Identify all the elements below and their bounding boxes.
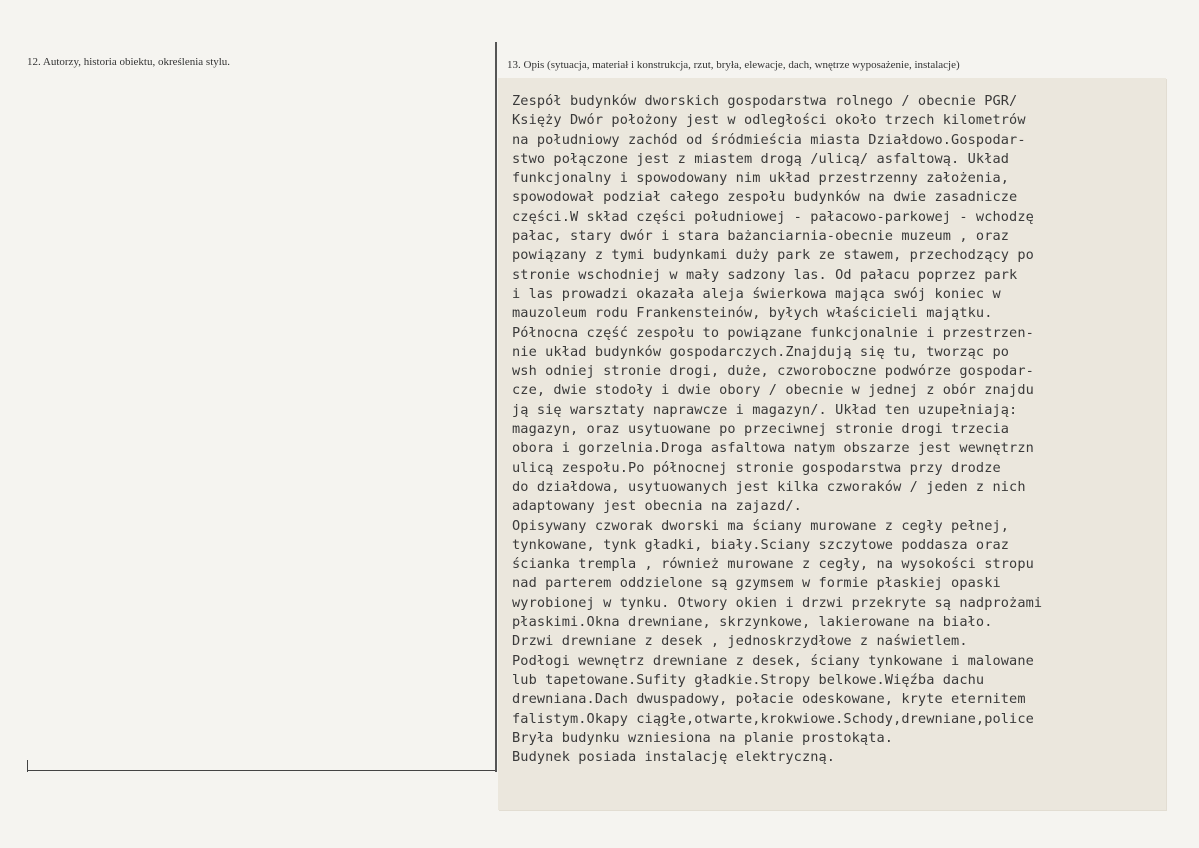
description-line: części.W skład części południowej - pałacowo-parkowej - wchodzę [512, 208, 1034, 225]
description-line: wyrobionej w tynku. Otwory okien i drzwi przekryte są nadprożami [512, 594, 1043, 611]
description-line: drewniana.Dach dwuspadowy, połacie odeskowane, kryte eternitem [512, 691, 1026, 708]
description-line: ulicą zespołu.Po północnej stronie gospodarstwa przy drodze [512, 459, 1001, 476]
description-line: Opisywany czworak dworski ma ściany murowane z cegły pełnej, [512, 517, 1010, 534]
description-line: funkcjonalny i spowodowany nim układ przestrzenny założenia, [512, 170, 1010, 187]
description-line: Księży Dwór położony jest w odległości około trzech kilometrów [512, 112, 1026, 129]
description-line: cze, dwie stodoły i dwie obory / obecnie w jednej z obór znajdu [512, 382, 1034, 399]
description-line: na południowy zachód od śródmieścia miasta Działdowo.Gospodar- [512, 131, 1026, 148]
description-line: ją się warsztaty naprawcze i magazyn/. Układ ten uzupełniają: [512, 401, 1018, 418]
description-line: Budynek posiada instalację elektryczną. [512, 749, 836, 766]
description-line: nad parterem oddzielone są gzymsem w formie płaskiej opaski [512, 575, 1001, 592]
description-line: magazyn, oraz usytuowane po przeciwnej stronie drogi trzecia [512, 421, 1010, 438]
description-line: stronie wschodniej w mały sadzony las. Od pałacu poprzez park [512, 266, 1018, 283]
description-line: spowodował podział całego zespołu budynków na dwie zasadnicze [512, 189, 1018, 206]
description-line: płaskimi.Okna drewniane, skrzynkowe, lakierowane na biało. [512, 614, 993, 631]
description-text [512, 92, 1162, 767]
description-line: Bryła budynku wzniesiona na planie prostokąta. [512, 729, 894, 746]
description-line: Północna część zespołu to powiązane funkcjonalnie i przestrzen- [512, 324, 1034, 341]
description-line: wsh odniej stronie drogi, duże, czworoboczne podwórze gospodar- [512, 363, 1034, 380]
field-12-label: 12. Autorzy, historia obiektu, określenia stylu. [27, 56, 231, 68]
field-13-label: 13. Opis (sytuacja, materiał i konstrukcja, rzut, bryła, elewacje, dach, wnętrze wyposażenie, instalacje) [507, 59, 960, 71]
description-line: Drzwi drewniane z desek , jednoskrzydłowe z naświetlem. [512, 633, 968, 650]
column-divider [495, 42, 497, 772]
description-line: mauzoleum rodu Frankensteinów, byłych właścicieli majątku. [512, 305, 993, 322]
bottom-rule [27, 770, 495, 771]
description-line: ścianka trempla , również murowane z cegły, na wysokości stropu [512, 556, 1034, 573]
description-line: pałac, stary dwór i stara bażanciarnia-obecnie muzeum , oraz [512, 228, 1010, 245]
description-line: powiązany z tymi budynkami duży park ze stawem, przechodzący po [512, 247, 1034, 264]
description-line: falistym.Okapy ciągłe,otwarte,krokwiowe.Schody,drewniane,police [512, 710, 1034, 727]
description-line: Zespół budynków dworskich gospodarstwa rolnego / obecnie PGR/ [512, 93, 1018, 109]
description-line: stwo połączone jest z miastem drogą /ulicą/ asfaltową. Układ [512, 150, 1010, 167]
bottom-rule-tick [27, 760, 28, 772]
description-line: Podłogi wewnętrz drewniane z desek, ściany tynkowane i malowane [512, 652, 1034, 669]
description-line: nie układ budynków gospodarczych.Znajdują się tu, tworząc po [512, 343, 1010, 360]
description-line: tynkowane, tynk gładki, biały.Sciany szczytowe poddasza oraz [512, 536, 1010, 553]
description-line: i las prowadzi okazała aleja świerkowa mająca swój koniec w [512, 285, 1001, 302]
description-line: obora i gorzelnia.Droga asfaltowa natym obszarze jest wewnętrzn [512, 440, 1034, 457]
description-line: adaptowany jest obecnia na zajazd/. [512, 498, 802, 515]
description-line: lub tapetowane.Sufity gładkie.Stropy belkowe.Więźba dachu [512, 671, 985, 688]
description-line: do działdowa, usytuowanych jest kilka czworaków / jeden z nich [512, 478, 1026, 495]
